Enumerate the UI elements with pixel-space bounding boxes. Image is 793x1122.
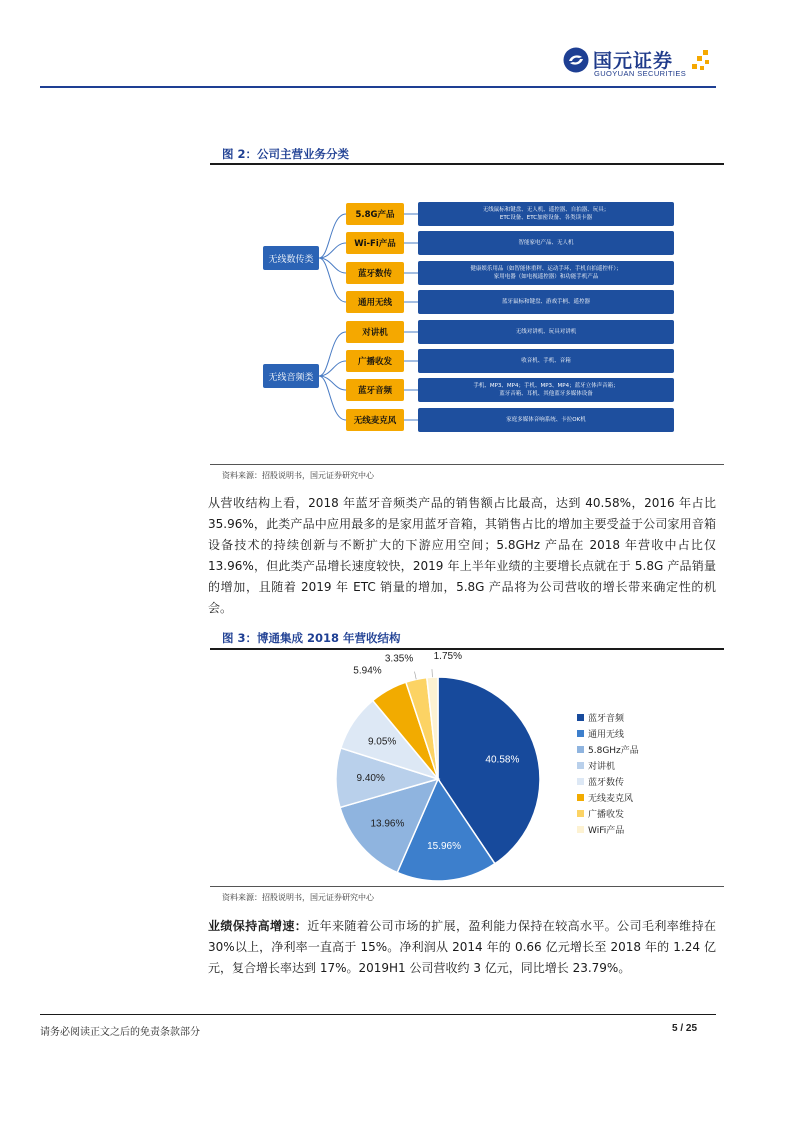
footer-rule <box>40 1014 716 1015</box>
figure2-source: 资料来源：招股说明书，国元证券研究中心 <box>222 471 374 480</box>
category-box-wireless-audio: 无线音频类 <box>263 364 319 388</box>
description-box <box>418 378 674 402</box>
legend-item <box>577 709 687 725</box>
pie-data-label: 3.35% <box>384 653 414 665</box>
legend-label: 对讲机 <box>588 761 616 772</box>
legend-label: 通用无线 <box>588 729 625 740</box>
description-box <box>418 261 674 285</box>
pie-legend <box>577 709 687 837</box>
description-line: 蓝牙音箱、耳机、其他蓝牙多媒体设备 <box>499 391 593 397</box>
paragraph-body: 近年来随着公司市场的扩展，盈利能力保持在较高水平。公司毛利率维持在 30%以上，净利率一直高于 15%。净利润从 2014 年的 0.66 亿元增长至 2018 年的 1.24 亿元，复合增长率达到 17%。2019H1 公司营收约 3 亿元，同比增长 23.79%。 <box>208 919 716 975</box>
logo-name: 国元证券 <box>593 50 674 72</box>
paragraph-performance <box>208 916 716 979</box>
business-diagram <box>210 196 724 436</box>
legend-item <box>577 773 687 789</box>
product-box: 蓝牙数传 <box>346 262 404 284</box>
legend-label: 广播收发 <box>588 809 625 820</box>
logo-accent-dots-icon <box>689 48 713 76</box>
description-line: 无线鼠标和键盘、无人机、遥控器、自拍器、玩具； <box>482 207 610 213</box>
pie-leader-line <box>415 672 417 680</box>
description-line: 手机、MP3、MP4；手机、MP3、MP4；蓝牙立体声音箱； <box>473 383 619 389</box>
product-box: 通用无线 <box>346 291 404 313</box>
description-line: 蓝牙鼠标和键盘、游戏手柄、遥控器 <box>501 299 590 305</box>
pie-data-label: 5.94% <box>353 665 382 677</box>
description-box <box>418 202 674 226</box>
description-box <box>418 408 674 432</box>
pie-data-label: 13.96% <box>370 818 405 830</box>
paragraph-lead: 业绩保持高增速： <box>208 919 308 933</box>
description-line: 家庭多媒体音响系统、卡拉OK机 <box>506 417 586 423</box>
legend-swatch <box>577 746 584 753</box>
legend-item <box>577 725 687 741</box>
legend-swatch <box>577 762 584 769</box>
description-line: 健康娱乐用品（如智能体重秤、运动手环、手机自拍遥控杆）； <box>470 266 622 272</box>
pie-data-label: 15.96% <box>427 841 462 853</box>
description-line: 家用电器（如电视遥控器）和功能手机产品 <box>493 274 599 280</box>
legend-swatch <box>577 794 584 801</box>
legend-swatch <box>577 810 584 817</box>
figure3-bottom-rule <box>210 886 724 887</box>
footer-disclaimer: 请务必阅读正文之后的免责条款部分 <box>40 1027 200 1038</box>
figure2-bottom-rule <box>210 464 724 465</box>
legend-item <box>577 741 687 757</box>
product-box: 无线麦克风 <box>346 409 404 431</box>
legend-label: WiFi产品 <box>588 825 625 836</box>
paragraph-revenue-structure: 从营收结构上看，2018 年蓝牙音频类产品的销售额占比最高，达到 40.58%，2016 年占比 35.96%，此类产品中应用最多的是家用蓝牙音箱，其销售占比的增加主要受益于公司家用音箱设备技术的持续创新与不断扩大的下游应用空间；5.8GHz 产品在 2018 年营收中占比仅 13.96%，但此类产品增长速度较快，2019 年上半年业绩的主要增长点就在于 5.8G 产品销量的增加，且随着 2019 年 ETC 销量的增加，5.8G 产品将为公司营收的增长带来确定性的机会。 <box>208 496 716 615</box>
description-line: 无线对讲机、玩具对讲机 <box>515 329 577 335</box>
legend-label: 蓝牙音频 <box>588 713 625 724</box>
pie-data-label: 1.75% <box>433 652 462 663</box>
category-box-wireless-data: 无线数传类 <box>263 246 319 270</box>
description-line: ETC设备、ETC加密设备、各类读卡器 <box>499 215 593 221</box>
legend-label: 5.8GHz产品 <box>588 745 639 756</box>
product-box: 蓝牙音频 <box>346 379 404 401</box>
product-box: Wi-Fi产品 <box>346 232 404 254</box>
legend-label: 蓝牙数传 <box>588 777 625 788</box>
guoyuan-logo-icon <box>562 46 590 74</box>
legend-item <box>577 805 687 821</box>
header-divider <box>40 86 716 88</box>
legend-item <box>577 821 687 837</box>
product-box: 广播收发 <box>346 350 404 372</box>
pie-data-label: 9.40% <box>356 773 385 785</box>
legend-item <box>577 757 687 773</box>
logo-subtitle: GUOYUAN SECURITIES <box>594 69 687 78</box>
legend-label: 无线麦克风 <box>588 793 634 804</box>
figure2-top-rule <box>210 163 724 165</box>
legend-swatch <box>577 730 584 737</box>
description-line: 智能家电产品、无人机 <box>518 240 574 246</box>
pie-data-label: 9.05% <box>367 736 397 748</box>
legend-swatch <box>577 826 584 833</box>
figure3-source: 资料来源：招股说明书，国元证券研究中心 <box>222 893 374 902</box>
header-logo <box>562 44 722 80</box>
legend-item <box>577 789 687 805</box>
page-number: 5 / 25 <box>672 1023 698 1034</box>
description-box <box>418 320 674 344</box>
description-box <box>418 290 674 314</box>
legend-swatch <box>577 778 584 785</box>
figure2-caption: 图 2：公司主营业务分类 <box>222 147 350 161</box>
product-box: 5.8G产品 <box>346 203 404 225</box>
description-box <box>418 231 674 255</box>
pie-data-label: 40.58% <box>485 754 520 766</box>
product-box: 对讲机 <box>346 321 404 343</box>
description-line: 收音机、手机、音箱 <box>521 358 571 364</box>
figure3-top-rule <box>210 648 724 650</box>
description-box <box>418 349 674 373</box>
figure3-caption: 图 3：博通集成 2018 年营收结构 <box>222 631 401 645</box>
legend-swatch <box>577 714 584 721</box>
